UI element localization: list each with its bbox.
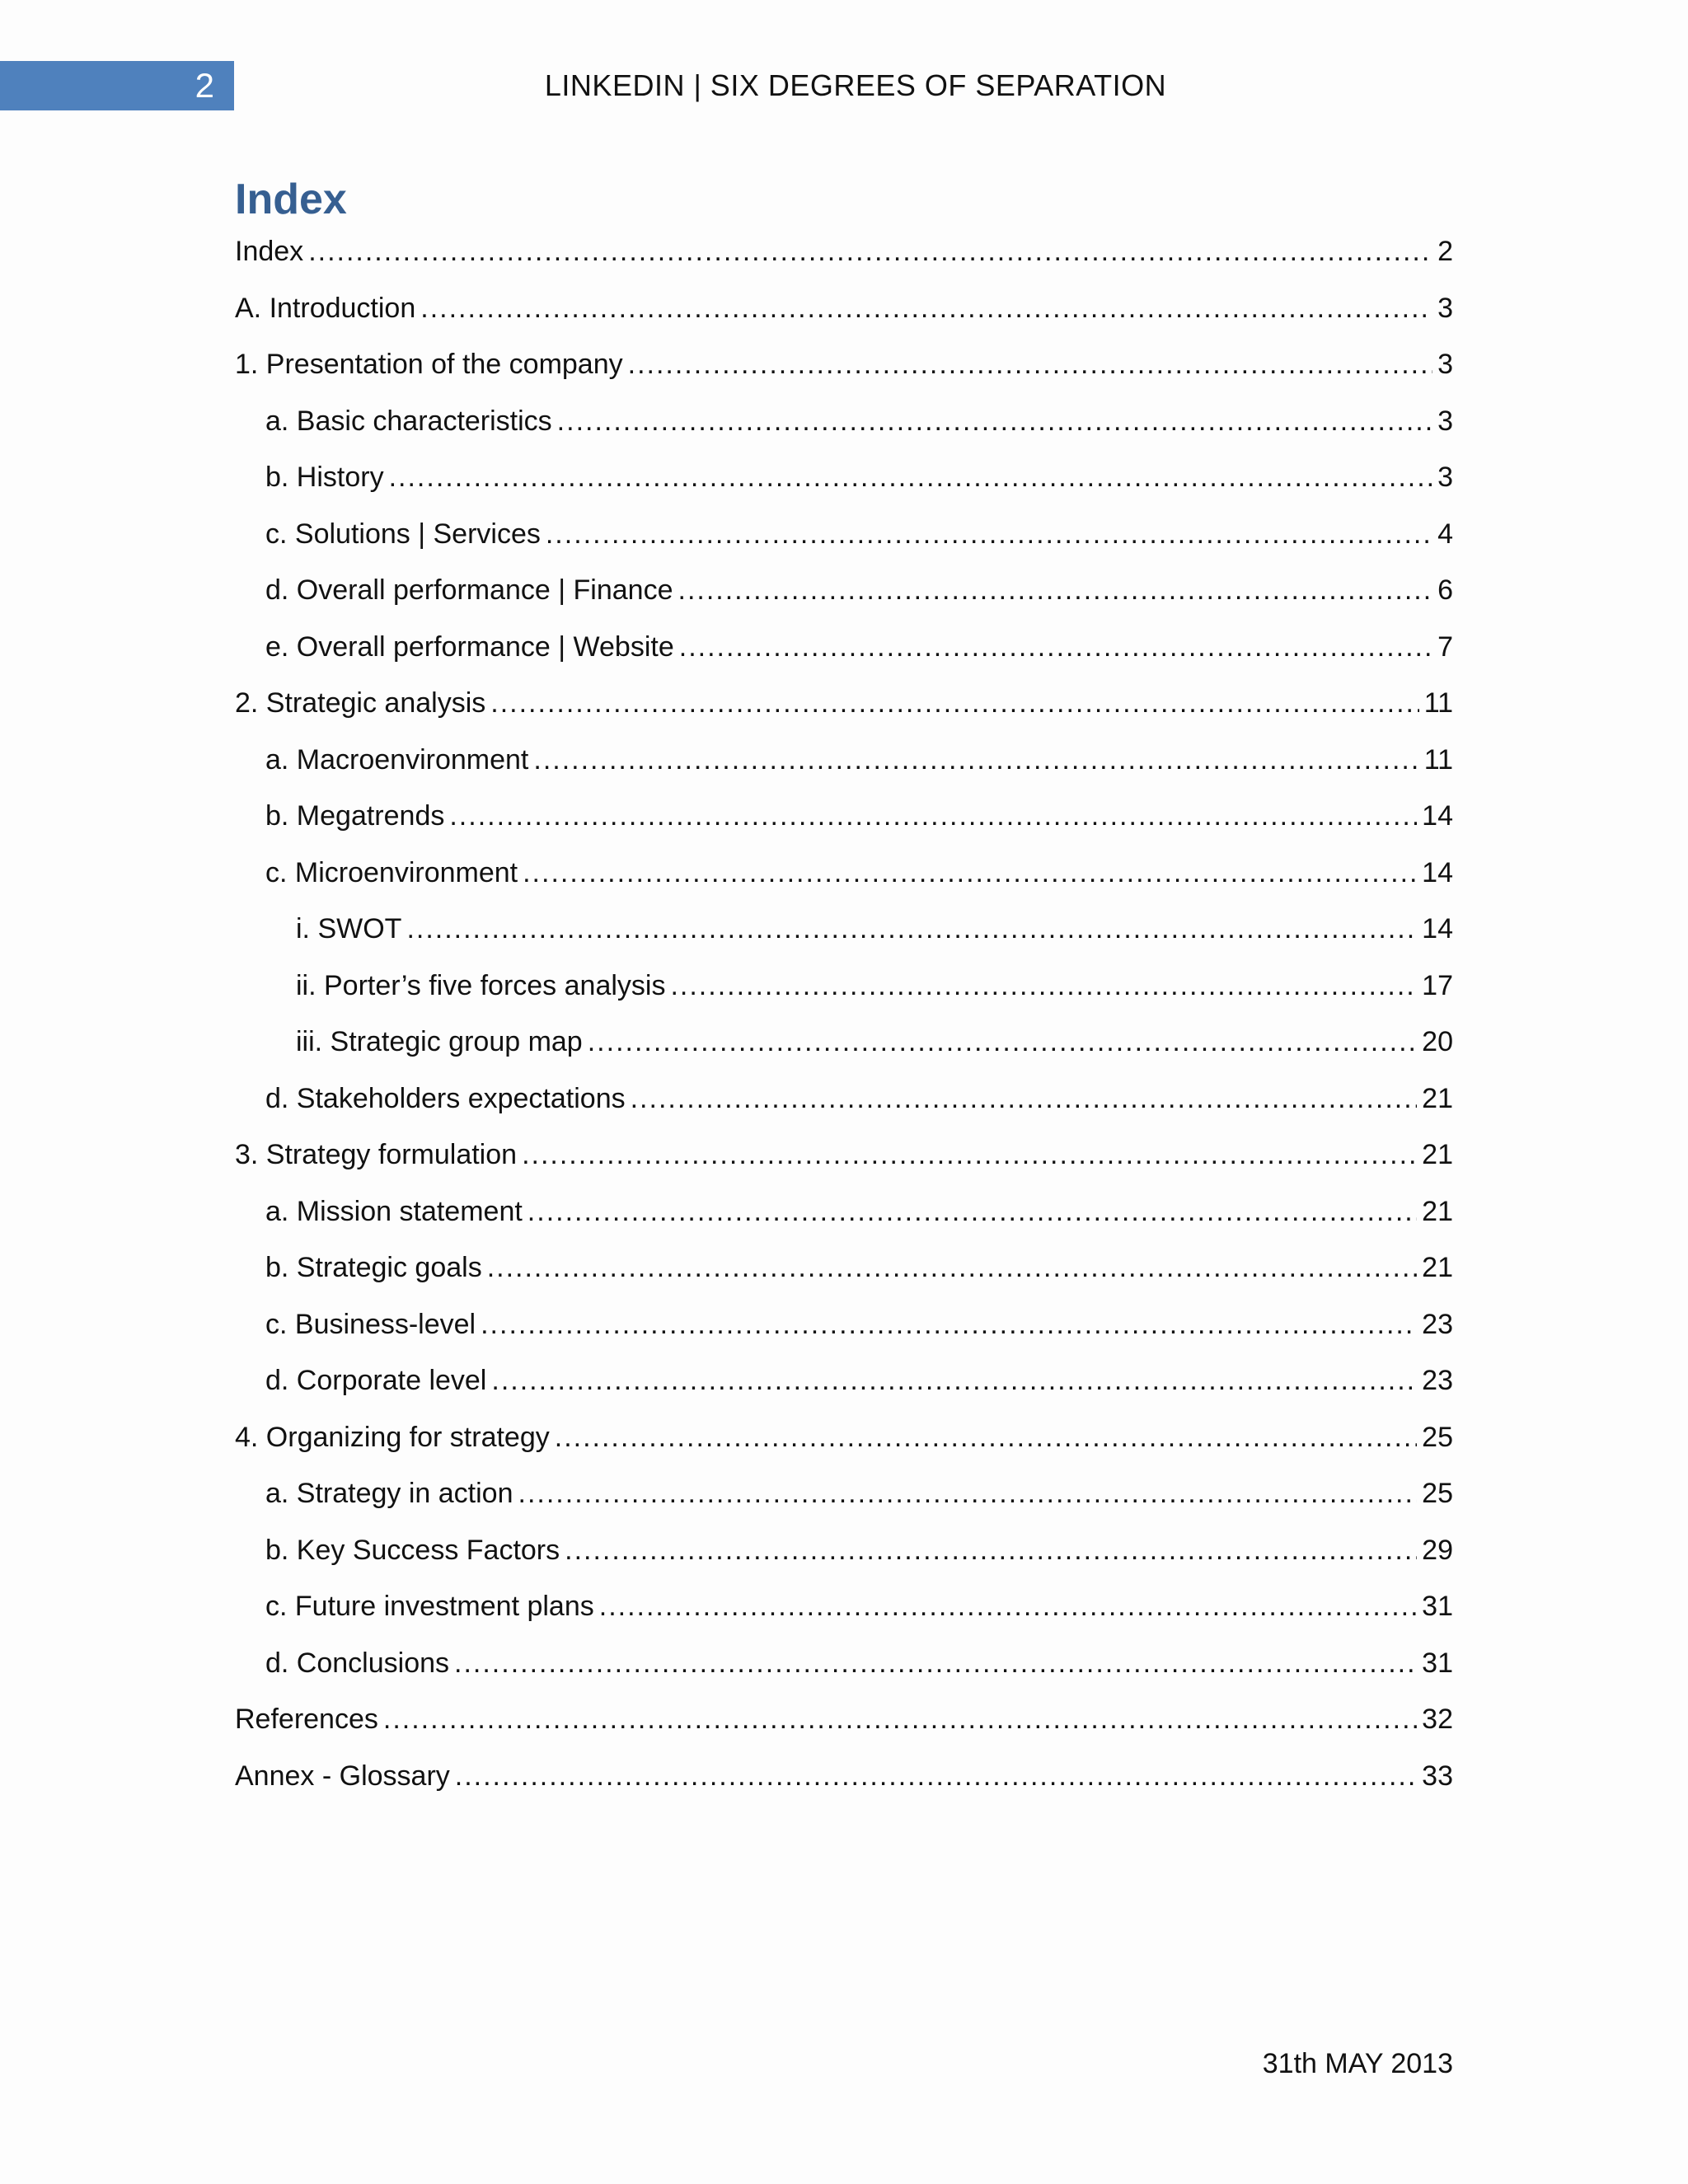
toc-dot-leader bbox=[599, 1586, 1417, 1627]
toc-entry-title: c. Microenvironment bbox=[265, 856, 518, 888]
footer-date: 31th MAY 2013 bbox=[1262, 2048, 1453, 2079]
toc-dot-leader bbox=[383, 1699, 1417, 1740]
toc-entry-title: d. Conclusions bbox=[265, 1647, 450, 1679]
toc-entry-page: 32 bbox=[1422, 1704, 1453, 1735]
toc-entry-title: d. Stakeholders expectations bbox=[265, 1082, 626, 1114]
toc-dot-leader bbox=[528, 1191, 1417, 1232]
toc-dot-leader bbox=[420, 288, 1432, 329]
toc-entry-page: 7 bbox=[1437, 630, 1453, 663]
toc-entry-title: d. Overall performance | Finance bbox=[265, 574, 673, 606]
toc-entry-page: 6 bbox=[1437, 574, 1453, 606]
toc-entry[interactable] bbox=[235, 1755, 1453, 1812]
toc-entry-page: 25 bbox=[1422, 1478, 1453, 1509]
toc-entry[interactable] bbox=[235, 1134, 1453, 1191]
toc-entry-page: 21 bbox=[1422, 1082, 1453, 1114]
toc-dot-leader bbox=[565, 1530, 1417, 1571]
toc-entry-title: c. Solutions | Services bbox=[265, 518, 541, 550]
toc-entry-title: 3. Strategy formulation bbox=[235, 1139, 518, 1170]
toc-entry[interactable] bbox=[235, 231, 1453, 288]
toc-entry-page: 20 bbox=[1422, 1026, 1453, 1057]
page-number: 2 bbox=[195, 66, 214, 105]
toc-entry-page: 11 bbox=[1423, 687, 1453, 719]
toc-entry-title: iii. Strategic group map bbox=[296, 1026, 583, 1057]
toc-dot-leader bbox=[555, 1417, 1417, 1458]
toc-entry[interactable] bbox=[235, 1304, 1453, 1361]
toc-entry[interactable] bbox=[235, 739, 1453, 796]
toc-dot-leader bbox=[449, 795, 1417, 837]
toc-entry[interactable] bbox=[235, 457, 1453, 513]
toc-entry-page: 17 bbox=[1422, 969, 1453, 1001]
toc-entry-page: 21 bbox=[1422, 1252, 1453, 1283]
toc-entry[interactable] bbox=[235, 626, 1453, 683]
toc-dot-leader bbox=[679, 626, 1432, 668]
toc-dot-leader bbox=[518, 1473, 1418, 1514]
toc-entry-page: 23 bbox=[1422, 1365, 1453, 1396]
toc-entry-title: b. History bbox=[265, 462, 384, 493]
toc-dot-leader bbox=[481, 1304, 1417, 1345]
toc-entry-page: 31 bbox=[1422, 1647, 1453, 1679]
toc-entry-page: 29 bbox=[1422, 1534, 1453, 1566]
toc-entry-title: Annex - Glossary bbox=[235, 1760, 450, 1792]
toc-dot-leader bbox=[406, 908, 1417, 949]
toc-entry-page: 2 bbox=[1437, 236, 1453, 267]
toc-entry-title: References bbox=[235, 1704, 378, 1735]
toc-entry[interactable] bbox=[235, 1078, 1453, 1135]
toc-entry[interactable] bbox=[235, 569, 1453, 626]
toc-entry-title: b. Megatrends bbox=[265, 800, 445, 832]
toc-entry-title: 2. Strategic analysis bbox=[235, 687, 486, 719]
toc-entry-page: 14 bbox=[1422, 856, 1453, 888]
toc-entry-title: e. Overall performance | Website bbox=[265, 630, 674, 663]
toc-entry-title: Index bbox=[235, 236, 304, 267]
toc-dot-leader bbox=[490, 682, 1418, 724]
toc-dot-leader bbox=[308, 231, 1432, 272]
toc-dot-leader bbox=[546, 513, 1432, 555]
toc-dot-leader bbox=[389, 457, 1432, 498]
toc-entry-page: 3 bbox=[1437, 292, 1453, 324]
toc-entry-title: a. Macroenvironment bbox=[265, 743, 529, 776]
toc-entry-page: 23 bbox=[1422, 1308, 1453, 1340]
toc-entry[interactable] bbox=[235, 1473, 1453, 1530]
toc-entry-page: 3 bbox=[1437, 405, 1453, 437]
toc-entry[interactable] bbox=[235, 795, 1453, 852]
toc-entry-title: i. SWOT bbox=[296, 913, 402, 944]
toc-entry[interactable] bbox=[235, 401, 1453, 457]
toc-entry[interactable] bbox=[235, 1021, 1453, 1078]
toc-entry[interactable] bbox=[235, 908, 1453, 965]
toc-dot-leader bbox=[670, 965, 1417, 1006]
toc-entry-title: ii. Porter’s five forces analysis bbox=[296, 969, 666, 1001]
toc-entry[interactable] bbox=[235, 1417, 1453, 1474]
toc-entry-title: a. Strategy in action bbox=[265, 1478, 513, 1509]
toc-dot-leader bbox=[631, 1078, 1418, 1119]
toc-entry-title: a. Basic characteristics bbox=[265, 405, 552, 437]
toc-entry[interactable] bbox=[235, 1360, 1453, 1417]
toc-dot-leader bbox=[523, 852, 1417, 893]
toc-entry[interactable] bbox=[235, 965, 1453, 1022]
toc-entry[interactable] bbox=[235, 682, 1453, 739]
toc-entry-page: 14 bbox=[1422, 800, 1453, 832]
toc-entry[interactable] bbox=[235, 852, 1453, 909]
toc-entry-page: 14 bbox=[1422, 913, 1453, 944]
toc-dot-leader bbox=[628, 344, 1432, 385]
toc-entry-page: 25 bbox=[1422, 1421, 1453, 1453]
toc-dot-leader bbox=[455, 1755, 1417, 1797]
toc-entry[interactable] bbox=[235, 288, 1453, 344]
toc-entry[interactable] bbox=[235, 344, 1453, 401]
table-of-contents bbox=[235, 231, 1453, 1811]
page-number-tab bbox=[0, 61, 234, 110]
toc-entry[interactable] bbox=[235, 1191, 1453, 1248]
toc-dot-leader bbox=[678, 569, 1433, 611]
toc-dot-leader bbox=[522, 1134, 1417, 1175]
index-heading: Index bbox=[235, 176, 347, 223]
toc-entry-page: 3 bbox=[1437, 349, 1453, 380]
toc-entry-page: 33 bbox=[1422, 1760, 1453, 1792]
toc-entry-title: c. Future investment plans bbox=[265, 1591, 594, 1622]
toc-dot-leader bbox=[454, 1643, 1417, 1684]
toc-dot-leader bbox=[491, 1360, 1417, 1401]
toc-entry-title: A. Introduction bbox=[235, 292, 416, 324]
toc-dot-leader bbox=[533, 739, 1418, 780]
toc-entry[interactable] bbox=[235, 1247, 1453, 1304]
toc-entry[interactable] bbox=[235, 1586, 1453, 1643]
toc-entry-title: c. Business-level bbox=[265, 1308, 476, 1340]
toc-entry-page: 11 bbox=[1423, 743, 1453, 776]
toc-dot-leader bbox=[557, 401, 1432, 442]
toc-entry-title: a. Mission statement bbox=[265, 1195, 523, 1227]
toc-entry-title: d. Corporate level bbox=[265, 1365, 487, 1396]
toc-entry-page: 21 bbox=[1422, 1139, 1453, 1170]
running-header: LINKEDIN | SIX DEGREES OF SEPARATION bbox=[544, 68, 1167, 102]
toc-dot-leader bbox=[588, 1021, 1417, 1062]
toc-entry-title: b. Strategic goals bbox=[265, 1252, 482, 1283]
toc-entry-title: 4. Organizing for strategy bbox=[235, 1421, 550, 1453]
toc-entry[interactable] bbox=[235, 513, 1453, 570]
toc-entry[interactable] bbox=[235, 1530, 1453, 1586]
toc-dot-leader bbox=[487, 1247, 1417, 1288]
toc-entry-page: 4 bbox=[1437, 518, 1453, 550]
toc-entry[interactable] bbox=[235, 1643, 1453, 1699]
toc-entry-page: 21 bbox=[1422, 1195, 1453, 1227]
toc-entry[interactable] bbox=[235, 1699, 1453, 1755]
toc-entry-title: 1. Presentation of the company bbox=[235, 349, 623, 380]
toc-entry-page: 31 bbox=[1422, 1591, 1453, 1622]
toc-entry-page: 3 bbox=[1437, 462, 1453, 493]
toc-entry-title: b. Key Success Factors bbox=[265, 1534, 560, 1566]
